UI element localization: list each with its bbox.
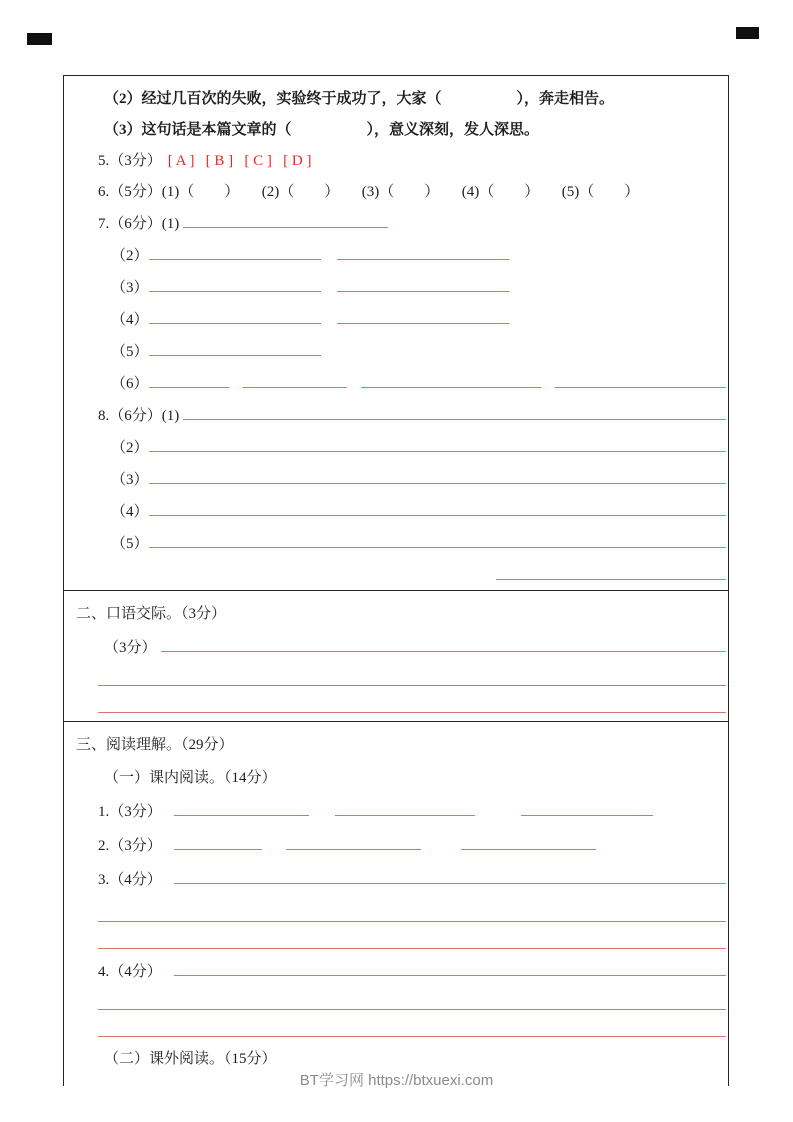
reading-q4-row bbox=[76, 961, 726, 983]
q7-sub4-label: （4） bbox=[111, 312, 149, 328]
q8-sub2-label: （2） bbox=[111, 440, 149, 456]
registration-mark-left bbox=[27, 33, 52, 45]
q7-sub5-row bbox=[76, 341, 726, 363]
section2-title: 二、口语交际。（3分） bbox=[76, 606, 227, 622]
answer-line[interactable] bbox=[496, 565, 726, 580]
answer-line[interactable] bbox=[149, 437, 726, 452]
reading-q3-label: 3.（4分） bbox=[98, 872, 162, 888]
answer-line[interactable] bbox=[149, 373, 229, 388]
reading-q4-line-row bbox=[76, 1022, 726, 1037]
q5-label: 5.（3分） bbox=[98, 153, 162, 169]
q4-sub3-text: （3）这句话是本篇文章的（ ），意义深刻，发人深思。 bbox=[104, 122, 540, 138]
q7-sub1-row bbox=[76, 213, 726, 235]
q8-sub4-label: （4） bbox=[111, 504, 149, 520]
q4-sub3-row bbox=[76, 120, 726, 141]
answer-line[interactable] bbox=[461, 835, 596, 850]
section-writing-answers bbox=[63, 75, 729, 591]
section-oral-communication bbox=[63, 590, 729, 722]
q7-sub3-label: （3） bbox=[111, 280, 149, 296]
answer-line[interactable] bbox=[149, 469, 726, 484]
q8-sub5-row bbox=[76, 533, 726, 555]
part2-title: （二）课外阅读。（15分） bbox=[104, 1051, 277, 1067]
q7-label: 7.（6分）(1) bbox=[98, 216, 180, 232]
answer-line[interactable] bbox=[174, 835, 262, 850]
q4-sub2-row bbox=[76, 89, 726, 110]
answer-line[interactable] bbox=[174, 801, 309, 816]
oral-line-row bbox=[76, 671, 726, 686]
q8-label: 8.（6分）(1) bbox=[98, 408, 180, 424]
answer-line[interactable] bbox=[335, 801, 475, 816]
answer-line[interactable] bbox=[361, 373, 541, 388]
reading-q3-line-row bbox=[76, 934, 726, 949]
q7-sub2-label: （2） bbox=[111, 248, 149, 264]
part1-title-row bbox=[76, 768, 726, 789]
answer-line[interactable] bbox=[98, 698, 726, 713]
q8-sub2-row bbox=[76, 437, 726, 459]
answer-line[interactable] bbox=[337, 245, 509, 260]
answer-line[interactable] bbox=[174, 961, 726, 976]
reading-q1-row bbox=[76, 801, 726, 823]
oral-line-row bbox=[76, 698, 726, 713]
q8-continuation-row bbox=[76, 565, 726, 580]
answer-line[interactable] bbox=[174, 869, 726, 884]
part1-title: （一）课内阅读。（14分） bbox=[104, 770, 277, 786]
answer-line[interactable] bbox=[149, 245, 321, 260]
registration-mark-right bbox=[736, 27, 759, 39]
answer-line[interactable] bbox=[337, 277, 509, 292]
q7-sub2-row bbox=[76, 245, 726, 267]
reading-q4-label: 4.（4分） bbox=[98, 964, 162, 980]
q8-sub3-label: （3） bbox=[111, 472, 149, 488]
answer-line[interactable] bbox=[183, 405, 726, 420]
answer-line[interactable] bbox=[149, 309, 321, 324]
q4-sub2-text: （2）经过几百次的失败，实验终于成功了，大家（ ），奔走相告。 bbox=[104, 91, 615, 107]
q7-sub4-row bbox=[76, 309, 726, 331]
answer-line[interactable] bbox=[286, 835, 421, 850]
answer-line[interactable] bbox=[243, 373, 347, 388]
answer-line[interactable] bbox=[98, 934, 726, 949]
answer-line[interactable] bbox=[149, 277, 321, 292]
answer-line[interactable] bbox=[161, 637, 726, 652]
answer-line[interactable] bbox=[521, 801, 653, 816]
reading-q4-line-row bbox=[76, 995, 726, 1010]
reading-q3-row bbox=[76, 869, 726, 891]
reading-q2-label: 2.（3分） bbox=[98, 838, 162, 854]
answer-line[interactable] bbox=[149, 501, 726, 516]
reading-q3-line-row bbox=[76, 907, 726, 922]
answer-line[interactable] bbox=[98, 1022, 726, 1037]
q8-sub1-row bbox=[76, 405, 726, 427]
answer-line[interactable] bbox=[98, 907, 726, 922]
part2-title-row bbox=[76, 1049, 726, 1070]
section3-title-row bbox=[76, 735, 726, 756]
answer-line[interactable] bbox=[183, 213, 388, 228]
site-footer: BT学习网 https://btxuexi.com bbox=[299, 1072, 494, 1089]
q6-row bbox=[76, 182, 726, 203]
q7-sub6-label: （6） bbox=[111, 376, 149, 392]
answer-line[interactable] bbox=[149, 533, 726, 548]
answer-line[interactable] bbox=[98, 995, 726, 1010]
q7-sub3-row bbox=[76, 277, 726, 299]
section3-title: 三、阅读理解。（29分） bbox=[76, 737, 234, 753]
answer-sheet-form bbox=[63, 75, 729, 1086]
q8-sub4-row bbox=[76, 501, 726, 523]
answer-line[interactable] bbox=[149, 341, 321, 356]
q6-text: 6.（5分）(1)（ ） (2)（ ） (3)（ ） (4)（ ） (5)（ ） bbox=[98, 184, 640, 200]
answer-line[interactable] bbox=[555, 373, 726, 388]
reading-q1-label: 1.（3分） bbox=[98, 804, 162, 820]
section2-title-row bbox=[76, 604, 726, 625]
oral-score-row bbox=[76, 637, 726, 659]
oral-score-label: （3分） bbox=[104, 640, 157, 656]
q5-row bbox=[76, 151, 726, 172]
q7-sub5-label: （5） bbox=[111, 344, 149, 360]
q7-sub6-row bbox=[76, 373, 726, 395]
reading-q2-row bbox=[76, 835, 726, 857]
q8-sub5-label: （5） bbox=[111, 536, 149, 552]
answer-line[interactable] bbox=[98, 671, 726, 686]
section-reading-comprehension bbox=[63, 721, 729, 1086]
answer-line[interactable] bbox=[337, 309, 509, 324]
q5-options[interactable]: [ A ] [ B ] [ C ] [ D ] bbox=[167, 153, 312, 169]
q8-sub3-row bbox=[76, 469, 726, 491]
